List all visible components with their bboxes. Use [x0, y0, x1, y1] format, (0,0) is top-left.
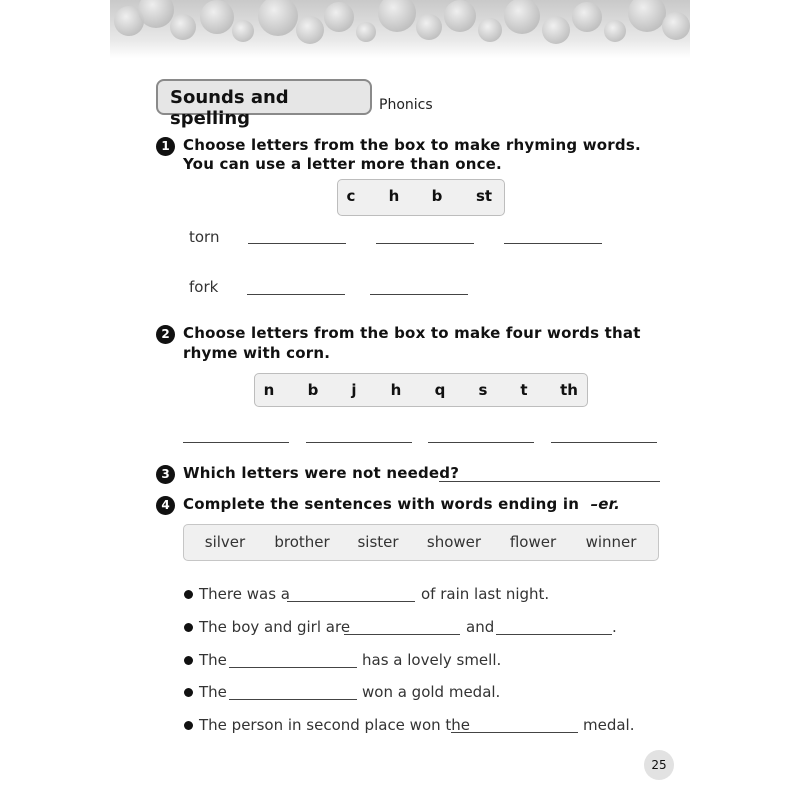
question-4-suffix: –er. [590, 495, 621, 513]
question-1-number: 1 [156, 137, 175, 156]
page-number: 25 [644, 750, 674, 780]
letter-tile: n [263, 381, 275, 399]
sentence-1-before: There was a [199, 585, 290, 603]
letter-tile: s [478, 381, 488, 399]
answer-line[interactable] [370, 294, 468, 295]
letter-tile: h [390, 381, 402, 399]
question-3-text: Which letters were not needed? [183, 464, 460, 482]
sentence-3-before: The [199, 651, 227, 669]
word-bank-item: sister [357, 533, 399, 551]
question-2-text-line2: rhyme with corn. [183, 344, 331, 362]
answer-line[interactable] [183, 442, 289, 443]
question-4-number: 4 [156, 496, 175, 515]
question-4-instruction: Complete the sentences with words ending in [183, 495, 580, 513]
answer-line[interactable] [344, 634, 460, 635]
answer-line[interactable] [496, 634, 612, 635]
letter-tile: c [346, 187, 356, 205]
sentence-1-after: of rain last night. [421, 585, 550, 603]
letter-tile: j [351, 381, 357, 399]
section-title-box [156, 79, 372, 129]
letter-tile: b [307, 381, 319, 399]
answer-line[interactable] [229, 667, 357, 668]
question-2-letter-box [254, 373, 588, 407]
sentence-4-after: won a gold medal. [362, 683, 501, 701]
letter-tile: st [475, 187, 493, 205]
letter-tile: th [560, 381, 578, 399]
word-bank-item: brother [274, 533, 330, 551]
answer-line[interactable] [229, 699, 357, 700]
rhyme-word-fork: fork [189, 278, 219, 296]
question-1-text-line1: Choose letters from the box to make rhyming words. [183, 136, 641, 154]
question-1-text-line2: You can use a letter more than once. [183, 155, 502, 173]
answer-line[interactable] [287, 601, 415, 602]
answer-line[interactable] [248, 243, 346, 244]
word-bank-item: winner [585, 533, 637, 551]
sentence-3-after: has a lovely smell. [362, 651, 502, 669]
question-2-number: 2 [156, 325, 175, 344]
sentence-2-middle: and [466, 618, 495, 636]
answer-line[interactable] [306, 442, 412, 443]
decorative-bubble-banner [110, 0, 690, 58]
question-4-text [183, 495, 620, 513]
answer-line[interactable] [504, 243, 602, 244]
answer-line[interactable] [451, 732, 578, 733]
answer-line[interactable] [376, 243, 474, 244]
answer-line[interactable] [439, 481, 660, 482]
answer-line[interactable] [428, 442, 534, 443]
answer-line[interactable] [551, 442, 657, 443]
section-title: Sounds and spelling [170, 87, 289, 129]
letter-tile: h [388, 187, 400, 205]
word-bank-item: shower [426, 533, 482, 551]
bullet-icon [184, 590, 193, 599]
bullet-icon [184, 688, 193, 697]
sentence-5-before: The person in second place won the [199, 716, 471, 734]
question-2-text-line1: Choose letters from the box to make four words that [183, 324, 641, 342]
sentence-2-after: . [612, 618, 617, 636]
word-bank-item: flower [509, 533, 557, 551]
bullet-icon [184, 656, 193, 665]
section-subtitle: Phonics [379, 97, 433, 113]
sentence-4-before: The [199, 683, 227, 701]
word-bank-item: silver [204, 533, 246, 551]
bullet-icon [184, 623, 193, 632]
bullet-icon [184, 721, 193, 730]
letter-tile: t [520, 381, 528, 399]
letter-tile: b [431, 187, 443, 205]
sentence-5-after: medal. [583, 716, 635, 734]
sentence-2-before: The boy and girl are [199, 618, 351, 636]
letter-tile: q [434, 381, 446, 399]
rhyme-word-torn: torn [189, 228, 220, 246]
answer-line[interactable] [247, 294, 345, 295]
question-3-number: 3 [156, 465, 175, 484]
